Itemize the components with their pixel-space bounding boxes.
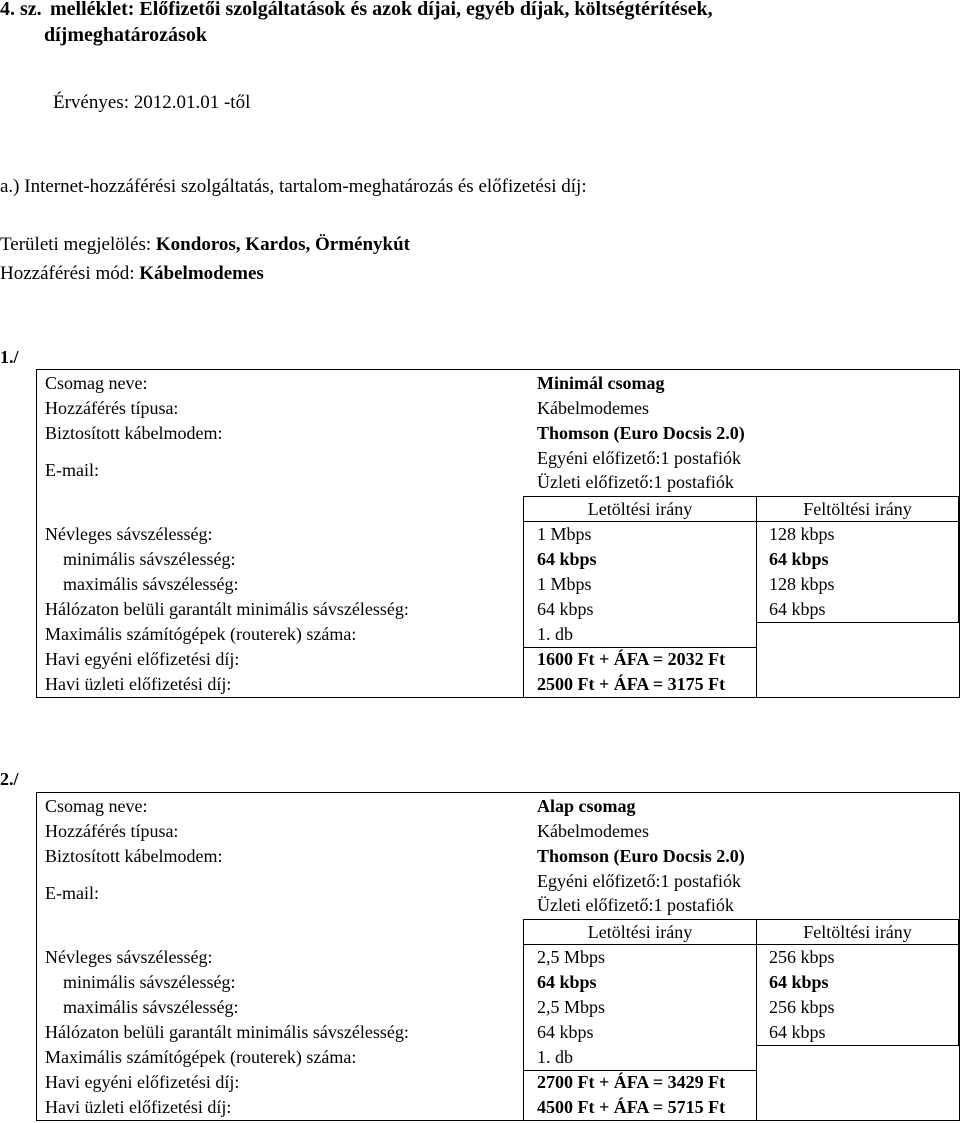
access-line (0, 263, 264, 285)
label-fee-business: Havi üzleti előfizetési díj: (45, 674, 232, 694)
package-2-table (36, 792, 960, 1121)
value-email-business: Üzleti előfizető:1 postafiók (537, 472, 734, 492)
label-nominal: Névleges sávszélesség: (45, 524, 213, 544)
value-guaranteed-up: 64 kbps (769, 1022, 826, 1042)
package-1-number: 1./ (0, 347, 19, 367)
label-modem: Biztosított kábelmodem: (45, 423, 223, 443)
value-max-down: 2,5 Mbps (537, 997, 606, 1017)
label-guaranteed: Hálózaton belüli garantált minimális sávszélesség: (45, 1022, 409, 1042)
label-min: minimális sávszélesség: (63, 549, 236, 569)
label-modem: Biztosított kábelmodem: (45, 846, 223, 866)
value-max-pcs: 1. db (537, 624, 573, 644)
header-download: Letöltési irány (523, 919, 757, 945)
valid-from: Érvényes: 2012.01.01 -től (53, 92, 251, 113)
header-upload: Feltöltési irány (756, 496, 959, 522)
value-guaranteed-down: 64 kbps (537, 599, 594, 619)
box-down-values (523, 944, 757, 1071)
heading-line-2: díjmeghatározások (44, 24, 207, 46)
value-max-pcs: 1. db (537, 1047, 573, 1067)
box-fee-values (523, 1070, 757, 1121)
label-max-pcs: Maximális számítógépek (routerek) száma: (45, 1047, 357, 1067)
value-min-down: 64 kbps (537, 972, 597, 992)
value-min-up: 64 kbps (769, 972, 829, 992)
label-access-type: Hozzáférés típusa: (45, 398, 179, 418)
label-access-type: Hozzáférés típusa: (45, 821, 179, 841)
header-upload: Feltöltési irány (756, 919, 959, 945)
area-value: Kondoros, Kardos, Örménykút (155, 234, 410, 255)
label-fee-personal: Havi egyéni előfizetési díj: (45, 649, 240, 669)
label-guaranteed: Hálózaton belüli garantált minimális sávszélesség: (45, 599, 409, 619)
value-access-type: Kábelmodemes (537, 398, 649, 418)
label-package-name: Csomag neve: (45, 796, 148, 816)
box-down-values (523, 521, 757, 648)
value-package-name: Alap csomag (537, 796, 636, 816)
value-nominal-up: 256 kbps (769, 947, 835, 967)
package-2-number: 2./ (0, 769, 19, 789)
value-max-up: 128 kbps (769, 574, 835, 594)
value-fee-personal: 1600 Ft + ÁFA = 2032 Ft (537, 649, 726, 669)
heading-line-1: melléklet: Előfizetői szolgáltatások és azok díjai, egyéb díjak, költségtérítések, (50, 0, 713, 20)
value-email-personal: Egyéni előfizető:1 postafiók (537, 448, 741, 468)
row-direction-headers (37, 919, 959, 944)
access-label: Hozzáférési mód: (0, 263, 135, 284)
value-max-down: 1 Mbps (537, 574, 592, 594)
box-up-values (756, 521, 959, 623)
section-title: a.) Internet-hozzáférési szolgáltatás, tartalom-meghatározás és előfizetési díj: (0, 176, 587, 197)
value-nominal-up: 128 kbps (769, 524, 835, 544)
label-fee-business: Havi üzleti előfizetési díj: (45, 1097, 232, 1117)
value-email-business: Üzleti előfizető:1 postafiók (537, 895, 734, 915)
label-email: E-mail: (45, 460, 99, 480)
value-fee-business: 2500 Ft + ÁFA = 3175 Ft (537, 674, 726, 694)
value-fee-business: 4500 Ft + ÁFA = 5715 Ft (537, 1097, 726, 1117)
value-nominal-down: 1 Mbps (537, 524, 592, 544)
label-max-pcs: Maximális számítógépek (routerek) száma: (45, 624, 357, 644)
label-nominal: Névleges sávszélesség: (45, 947, 213, 967)
label-min: minimális sávszélesség: (63, 972, 236, 992)
value-modem: Thomson (Euro Docsis 2.0) (537, 423, 745, 443)
value-guaranteed-down: 64 kbps (537, 1022, 594, 1042)
value-guaranteed-up: 64 kbps (769, 599, 826, 619)
access-value: Kábelmodemes (139, 263, 264, 284)
area-line (0, 234, 410, 256)
box-fee-values (523, 647, 757, 698)
header-download: Letöltési irány (523, 496, 757, 522)
area-label: Területi megjelölés: (0, 234, 152, 255)
value-nominal-down: 2,5 Mbps (537, 947, 606, 967)
annex-number: 4. sz. (0, 0, 42, 20)
label-email: E-mail: (45, 883, 99, 903)
value-fee-personal: 2700 Ft + ÁFA = 3429 Ft (537, 1072, 726, 1092)
package-1-table (36, 369, 960, 698)
label-package-name: Csomag neve: (45, 373, 148, 393)
value-access-type: Kábelmodemes (537, 821, 649, 841)
value-min-up: 64 kbps (769, 549, 829, 569)
value-email-personal: Egyéni előfizető:1 postafiók (537, 871, 741, 891)
label-max: maximális sávszélesség: (63, 997, 239, 1017)
label-fee-personal: Havi egyéni előfizetési díj: (45, 1072, 240, 1092)
box-up-values (756, 944, 959, 1046)
value-package-name: Minimál csomag (537, 373, 665, 393)
label-max: maximális sávszélesség: (63, 574, 239, 594)
value-modem: Thomson (Euro Docsis 2.0) (537, 846, 745, 866)
value-max-up: 256 kbps (769, 997, 835, 1017)
value-min-down: 64 kbps (537, 549, 597, 569)
row-direction-headers (37, 496, 959, 521)
